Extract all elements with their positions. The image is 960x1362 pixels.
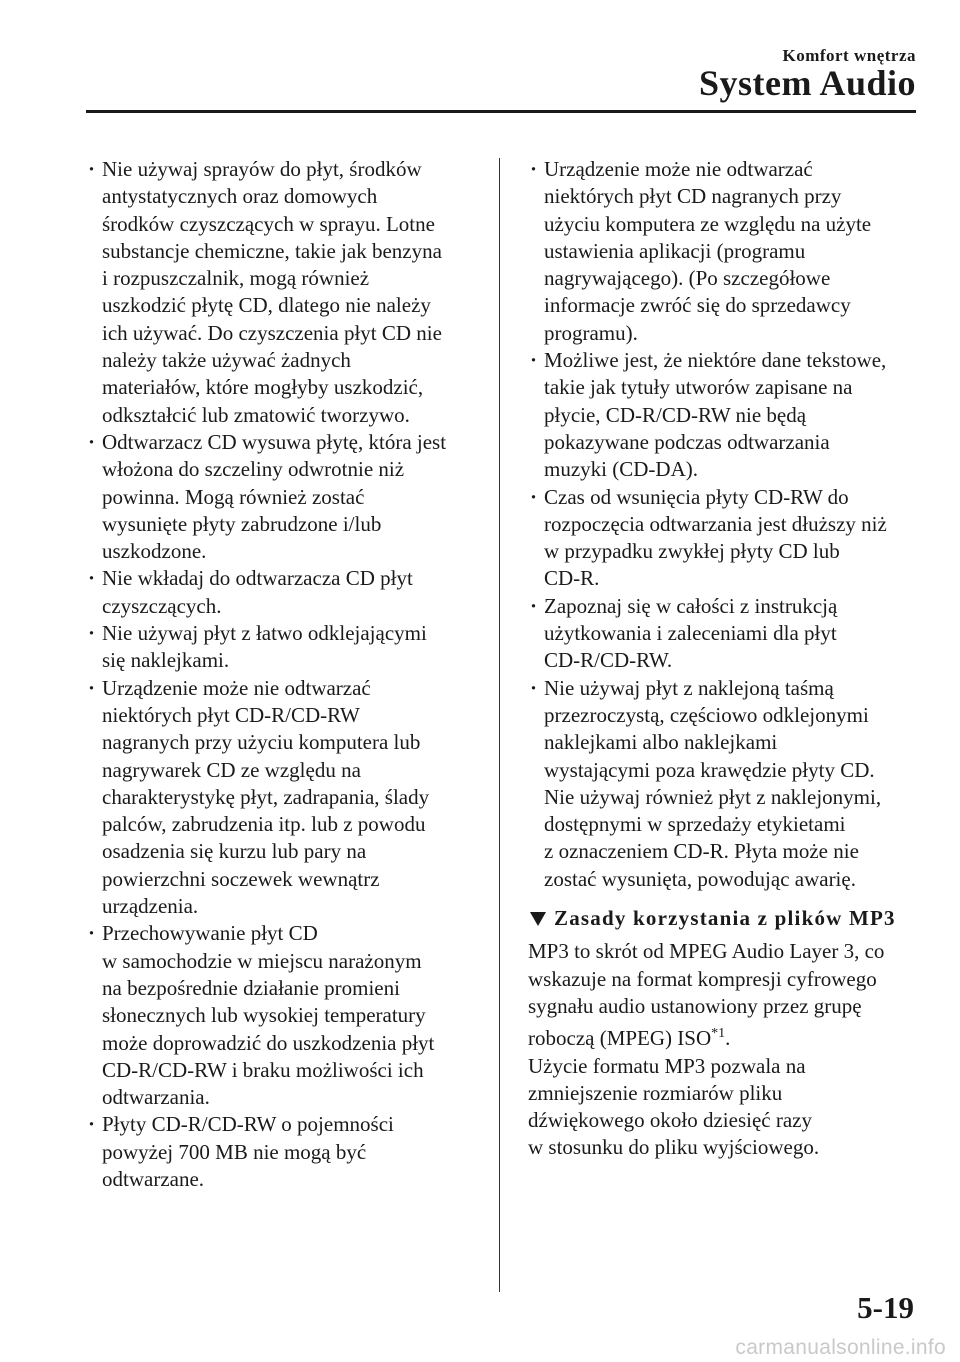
list-item [528, 675, 920, 893]
list-item [528, 156, 920, 347]
subsection-title: Zasady korzystania z plików MP3 [554, 906, 896, 931]
list-item-text: Odtwarzacz CD wysuwa płytę, która jest włożona do szczeliny odwrotnie niż powinna. Mogą również zostać wysunięte płyty zabrudzone i/lub uszkodzone. [102, 429, 447, 564]
list-item [86, 675, 476, 921]
bullet-icon: · [88, 157, 96, 181]
list-item-text: Urządzenie może nie odtwarzać niektórych płyt CD-R/CD-RW nagranych przy użyciu komputera lub nagrywarek CD ze względu na charakterystykę płyt, zadrapania, ślady palców, zabrudzenia itp. lub z powodu osadzenia się kurzu lub pary na powierzchni soczewek wewnątrz urządzenia. [102, 675, 430, 919]
right-bullet-list [528, 156, 920, 893]
list-item [86, 156, 476, 429]
list-item [86, 1111, 476, 1193]
bullet-icon: · [530, 348, 538, 373]
paragraph-text: MP3 to skrót od MPEG Audio Layer 3, co wskazuje na format kompresji cyfrowego sygnału audio ustanowiony przez grupę roboczą (MPEG) ISO [528, 939, 885, 1051]
bullet-icon: · [88, 429, 96, 454]
paragraph-end: . [725, 1026, 731, 1051]
list-item-text: Zapoznaj się w całości z instrukcją użytkowania i zaleceniami dla płyt CD-R/CD-RW. [544, 593, 838, 673]
list-item-text: Nie używaj sprayów do płyt, środków antystatycznych oraz domowych środków czyszczących w sprayu. Lotne substancje chemiczne, takie jak benzyna i rozpuszczalnik, mogą również uszkodzić płytę CD, dlatego nie należy ich używać. Do czyszczenia płyt CD nie należy także używać żadnych materiałów, które mogłyby uszkodzić, odkształcić lub zmatowić tworzywo. [102, 157, 442, 427]
list-item [86, 920, 476, 1111]
list-item-text: Nie używaj płyt z łatwo odklejającymi się naklejkami. [102, 621, 427, 673]
list-item-text: Nie wkładaj do odtwarzacza CD płyt czyszczących. [102, 566, 413, 618]
bullet-icon: · [88, 621, 96, 646]
list-item [528, 593, 920, 675]
right-column [528, 156, 920, 1162]
list-item-text: Płyty CD-R/CD-RW o pojemności powyżej 700 MB nie mogą być odtwarzane. [102, 1112, 394, 1191]
list-item-text: Czas od wsunięcia płyty CD-RW do rozpoczęcia odtwarzania jest dłuższy niż w przypadku zwykłej płyty CD lub CD-R. [544, 484, 887, 591]
list-item [528, 484, 920, 593]
left-bullet-list [86, 156, 476, 1193]
bullet-icon: · [88, 921, 96, 946]
bullet-icon: · [88, 1112, 96, 1137]
header-section-label: Komfort wnętrza [782, 46, 916, 65]
subsection-heading [528, 905, 920, 932]
paragraph-mp3-definition [528, 938, 920, 1052]
page-title: System Audio [698, 63, 916, 103]
list-item [528, 347, 920, 483]
bullet-icon: · [530, 484, 538, 509]
footnote-marker: *1 [711, 1026, 726, 1042]
list-item-text: Nie używaj płyt z naklejoną taśmą przezroczystą, częściowo odklejonymi naklejkami albo naklejkami wystającymi poza krawędzie płyty CD. Nie używaj również płyt z naklejonymi, dostępnymi w sprzedaży etykietami z oznaczeniem CD-R. Płyta może nie zostać wysunięta, powodując awarię. [544, 675, 882, 891]
bullet-icon: · [88, 675, 96, 700]
paragraph-mp3-compression: Użycie formatu MP3 pozwala na zmniejszenie rozmiarów pliku dźwiękowego około dziesięć razy w stosunku do pliku wyjściowego. [528, 1053, 820, 1160]
header-rule [86, 110, 916, 113]
page-number: 5-19 [857, 1290, 914, 1325]
watermark: carmanualsonline.info [735, 1336, 946, 1359]
list-item-text: Przechowywanie płyt CD w samochodzie w miejscu narażonym na bezpośrednie działanie promieni słonecznych lub wysokiej temperatury może doprowadzić do uszkodzenia płyt CD-R/CD-RW i braku możliwości ich odtwarzania. [102, 921, 435, 1110]
bullet-icon: · [88, 566, 96, 591]
bullet-icon: · [530, 157, 538, 181]
column-divider [499, 158, 500, 1292]
bullet-icon: · [530, 593, 538, 618]
list-item-text: Możliwe jest, że niektóre dane tekstowe, takie jak tytuły utworów zapisane na płycie, CD-R/CD-RW nie będą pokazywane podczas odtwarzania muzyki (CD-DA). [544, 348, 887, 482]
bullet-icon: · [530, 675, 538, 700]
list-item [86, 620, 476, 675]
list-item [86, 429, 476, 565]
list-item [86, 565, 476, 620]
list-item-text: Urządzenie może nie odtwarzać niektórych płyt CD nagranych przy użyciu komputera ze względu na użyte ustawienia aplikacji (programu nagrywającego). (Po szczegółowe informacje zwróć się do sprzedawcy programu). [544, 157, 872, 345]
triangle-down-icon [530, 912, 546, 926]
left-column [86, 156, 476, 1193]
